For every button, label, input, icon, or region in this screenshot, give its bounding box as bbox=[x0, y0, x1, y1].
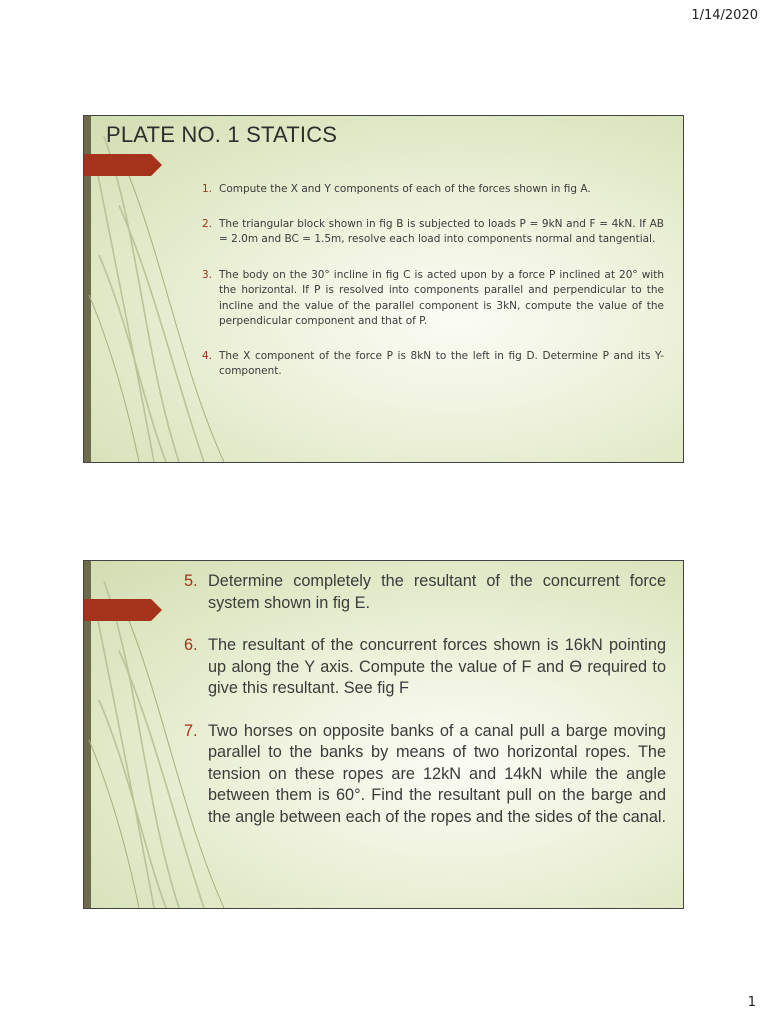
problem-text: Determine completely the resultant of the concurrent force system shown in fig E. bbox=[208, 572, 666, 612]
problem-item bbox=[184, 635, 666, 700]
slide-title: PLATE NO. 1 STATICS bbox=[106, 122, 338, 147]
page-date: 1/14/2020 bbox=[691, 8, 758, 23]
red-arrow-tag bbox=[84, 154, 162, 176]
problem-list bbox=[202, 182, 664, 396]
problem-text: Compute the X and Y components of each of the forces shown in fig A. bbox=[219, 183, 591, 195]
problem-text: The body on the 30° incline in fig C is acted upon by a force P inclined at 20° with the horizontal. If P is resolved into components parallel and perpendicular to the incline and the value of the parallel component is 3kN, compute the value of the perpendicular component and that of P. bbox=[219, 268, 664, 327]
problem-item bbox=[202, 349, 664, 380]
problem-list bbox=[184, 571, 666, 849]
problem-number: 6. bbox=[184, 636, 198, 654]
problem-number: 5. bbox=[184, 572, 198, 590]
problem-item bbox=[202, 217, 664, 248]
problem-item bbox=[184, 571, 666, 614]
problem-number: 2. bbox=[202, 217, 213, 230]
problem-number: 7. bbox=[184, 721, 198, 740]
problem-number: 3. bbox=[202, 268, 213, 281]
problem-number: 4. bbox=[202, 349, 213, 362]
problem-text: The resultant of the concurrent forces shown is 16kN pointing up along the Y axis. Compute the value of F and ϴ required to give this resultant. See fig F bbox=[208, 636, 666, 697]
page-number: 1 bbox=[747, 995, 756, 1010]
problem-text: Two horses on opposite banks of a canal pull a barge moving parallel to the banks by means of two horizontal ropes. The tension on these ropes are 12kN and 14kN while the angle between them is 60°. Find the resultant pull on the barge and the angle between each of the ropes and the sides of the canal. bbox=[208, 721, 667, 826]
red-arrow-tag bbox=[84, 599, 162, 621]
problem-item bbox=[184, 721, 666, 829]
problem-item bbox=[202, 268, 664, 330]
slide-2 bbox=[83, 560, 684, 909]
problem-item bbox=[202, 182, 664, 198]
problem-text: The X component of the force P is 8kN to the left in fig D. Determine P and its Y-component. bbox=[219, 349, 664, 377]
slide-1 bbox=[83, 115, 684, 463]
problem-number: 1. bbox=[202, 183, 213, 195]
problem-text: The triangular block shown in fig B is subjected to loads P = 9kN and F = 4kN. If AB = 2.0m and BC = 1.5m, resolve each load into components normal and tangential. bbox=[219, 217, 664, 245]
